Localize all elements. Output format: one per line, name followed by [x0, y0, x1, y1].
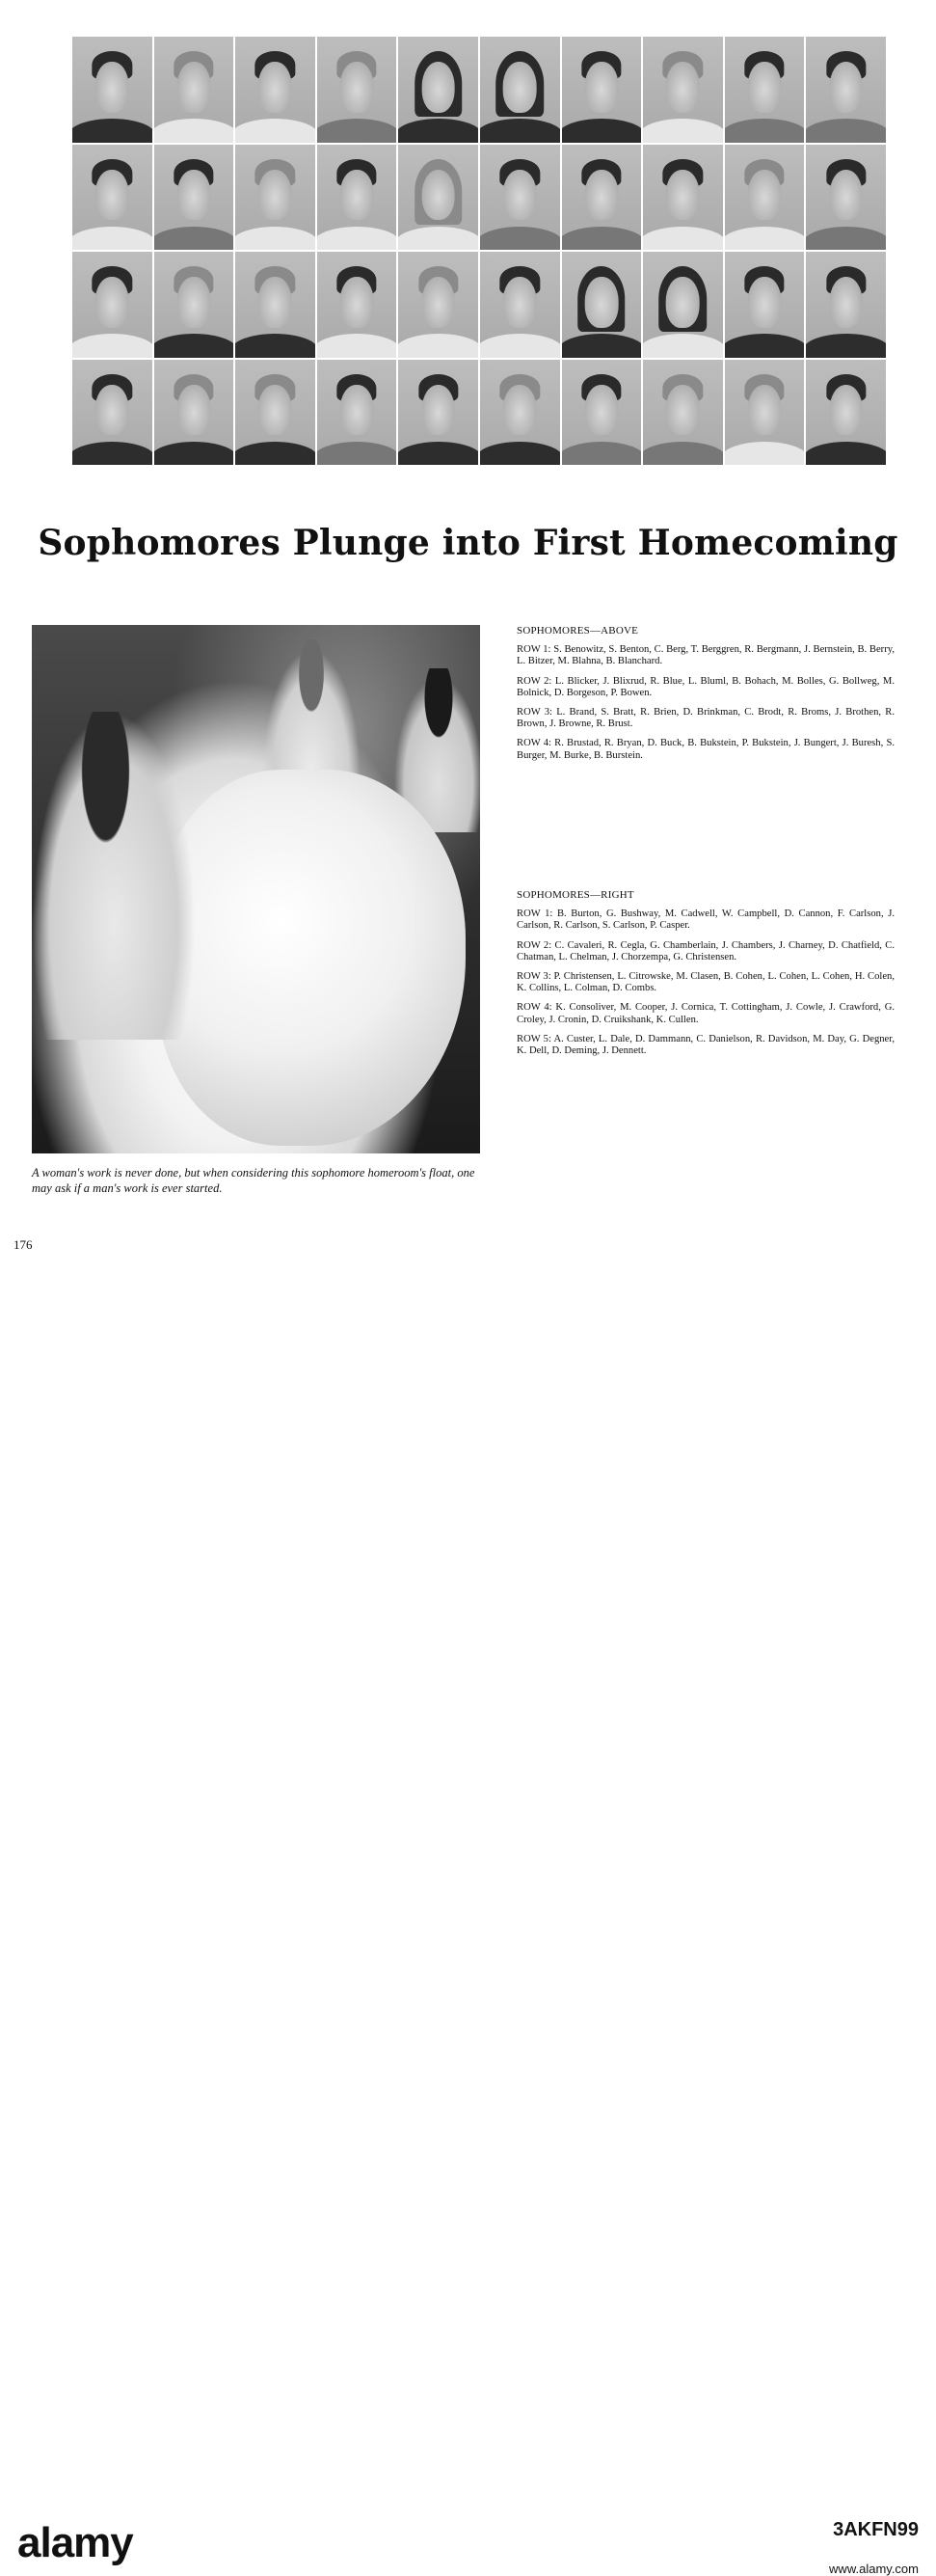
- portrait-photo: [562, 360, 642, 466]
- portrait-photo: [398, 145, 478, 251]
- portrait-photo: [562, 37, 642, 143]
- portrait-photo: [72, 252, 152, 358]
- portrait-photo: [72, 360, 152, 466]
- name-row: ROW 2: L. Blicker, J. Blixrud, R. Blue, L. Bluml, B. Bohach, M. Bolles, G. Bollweg, M. Bolnick, D. Borgeson, P. Bowen.: [517, 675, 895, 698]
- portrait-photo: [72, 37, 152, 143]
- stock-watermark-bar: [0, 1254, 936, 2576]
- portrait-photo: [235, 145, 315, 251]
- portrait-photo: [562, 252, 642, 358]
- portrait-photo: [480, 360, 560, 466]
- portrait-photo: [725, 252, 805, 358]
- portrait-photo: [725, 360, 805, 466]
- portrait-photo: [480, 145, 560, 251]
- portrait-photo: [806, 252, 886, 358]
- portrait-photo: [154, 37, 234, 143]
- yearbook-page: [0, 0, 936, 1254]
- alamy-logo: alamy: [17, 2519, 133, 2566]
- image-id: 3AKFN99: [833, 2519, 919, 2540]
- portrait-photo: [562, 145, 642, 251]
- portrait-photo: [317, 37, 397, 143]
- portrait-photo: [806, 145, 886, 251]
- name-row: ROW 5: A. Custer, L. Dale, D. Dammann, C. Danielson, R. Davidson, M. Day, G. Degner, K. Dell, D. Deming, J. Dennett.: [517, 1033, 895, 1057]
- portrait-photo: [398, 37, 478, 143]
- name-row: ROW 1: S. Benowitz, S. Benton, C. Berg, T. Berggren, R. Bergmann, J. Bernstein, B. Berry, L. Bitzer, M. Blahna, B. Blanchard.: [517, 644, 895, 667]
- name-row: ROW 4: K. Consoliver, M. Cooper, J. Cornica, T. Cottingham, J. Cowle, J. Crawford, G. Croley, J. Cronin, D. Cruikshank, K. Cullen.: [517, 1002, 895, 1025]
- watermark-url: www.alamy.com: [829, 2562, 919, 2576]
- portrait-photo: [317, 360, 397, 466]
- portrait-photo: [72, 145, 152, 251]
- section-heading: SOPHOMORES—ABOVE: [517, 625, 639, 637]
- portrait-photo: [235, 37, 315, 143]
- page-title: Sophomores Plunge into First Homecoming: [38, 523, 898, 563]
- portrait-photo: [480, 37, 560, 143]
- portrait-photo: [806, 37, 886, 143]
- portrait-photo: [154, 145, 234, 251]
- portrait-photo: [317, 145, 397, 251]
- portrait-photo: [643, 37, 723, 143]
- portrait-photo: [154, 360, 234, 466]
- portrait-photo: [317, 252, 397, 358]
- section-heading: SOPHOMORES—RIGHT: [517, 889, 634, 901]
- portrait-photo: [235, 252, 315, 358]
- portrait-photo: [480, 252, 560, 358]
- name-row: ROW 3: P. Christensen, L. Citrowske, M. Clasen, B. Cohen, L. Cohen, L. Cohen, H. Colen, K. Collins, L. Colman, D. Combs.: [517, 971, 895, 994]
- portrait-photo: [806, 360, 886, 466]
- names-section-right: [517, 889, 895, 1065]
- portrait-photo: [398, 252, 478, 358]
- portrait-photo: [398, 360, 478, 466]
- names-section-above: [517, 625, 895, 770]
- photo-caption: A woman's work is never done, but when considering this sophomore homeroom's float, one may ask if a man's work is ever started.: [32, 1166, 475, 1195]
- name-row: ROW 1: B. Burton, G. Bushway, M. Cadwell, W. Campbell, D. Cannon, F. Carlson, J. Carlson, R. Carlson, S. Carlson, P. Casper.: [517, 908, 895, 932]
- portrait-photo: [643, 145, 723, 251]
- float-photo: [32, 625, 480, 1153]
- name-row: ROW 3: L. Brand, S. Bratt, R. Brien, D. Brinkman, C. Brodt, R. Broms, J. Brothen, R. Brown, J. Browne, R. Brust.: [517, 707, 895, 730]
- portrait-photo: [725, 145, 805, 251]
- portrait-photo: [643, 360, 723, 466]
- portrait-grid: [72, 37, 886, 465]
- name-row: ROW 4: R. Brustad, R. Bryan, D. Buck, B. Bukstein, P. Bukstein, J. Bungert, J. Buresh, S. Burger, M. Burke, B. Burstein.: [517, 738, 895, 761]
- portrait-photo: [235, 360, 315, 466]
- page-number: 176: [13, 1237, 33, 1252]
- name-row: ROW 2: C. Cavaleri, R. Cegla, G. Chamberlain, J. Chambers, J. Charney, D. Chatfield, C. Chatman, L. Chelman, J. Chorzempa, G. Christensen.: [517, 939, 895, 963]
- portrait-photo: [643, 252, 723, 358]
- portrait-photo: [725, 37, 805, 143]
- portrait-photo: [154, 252, 234, 358]
